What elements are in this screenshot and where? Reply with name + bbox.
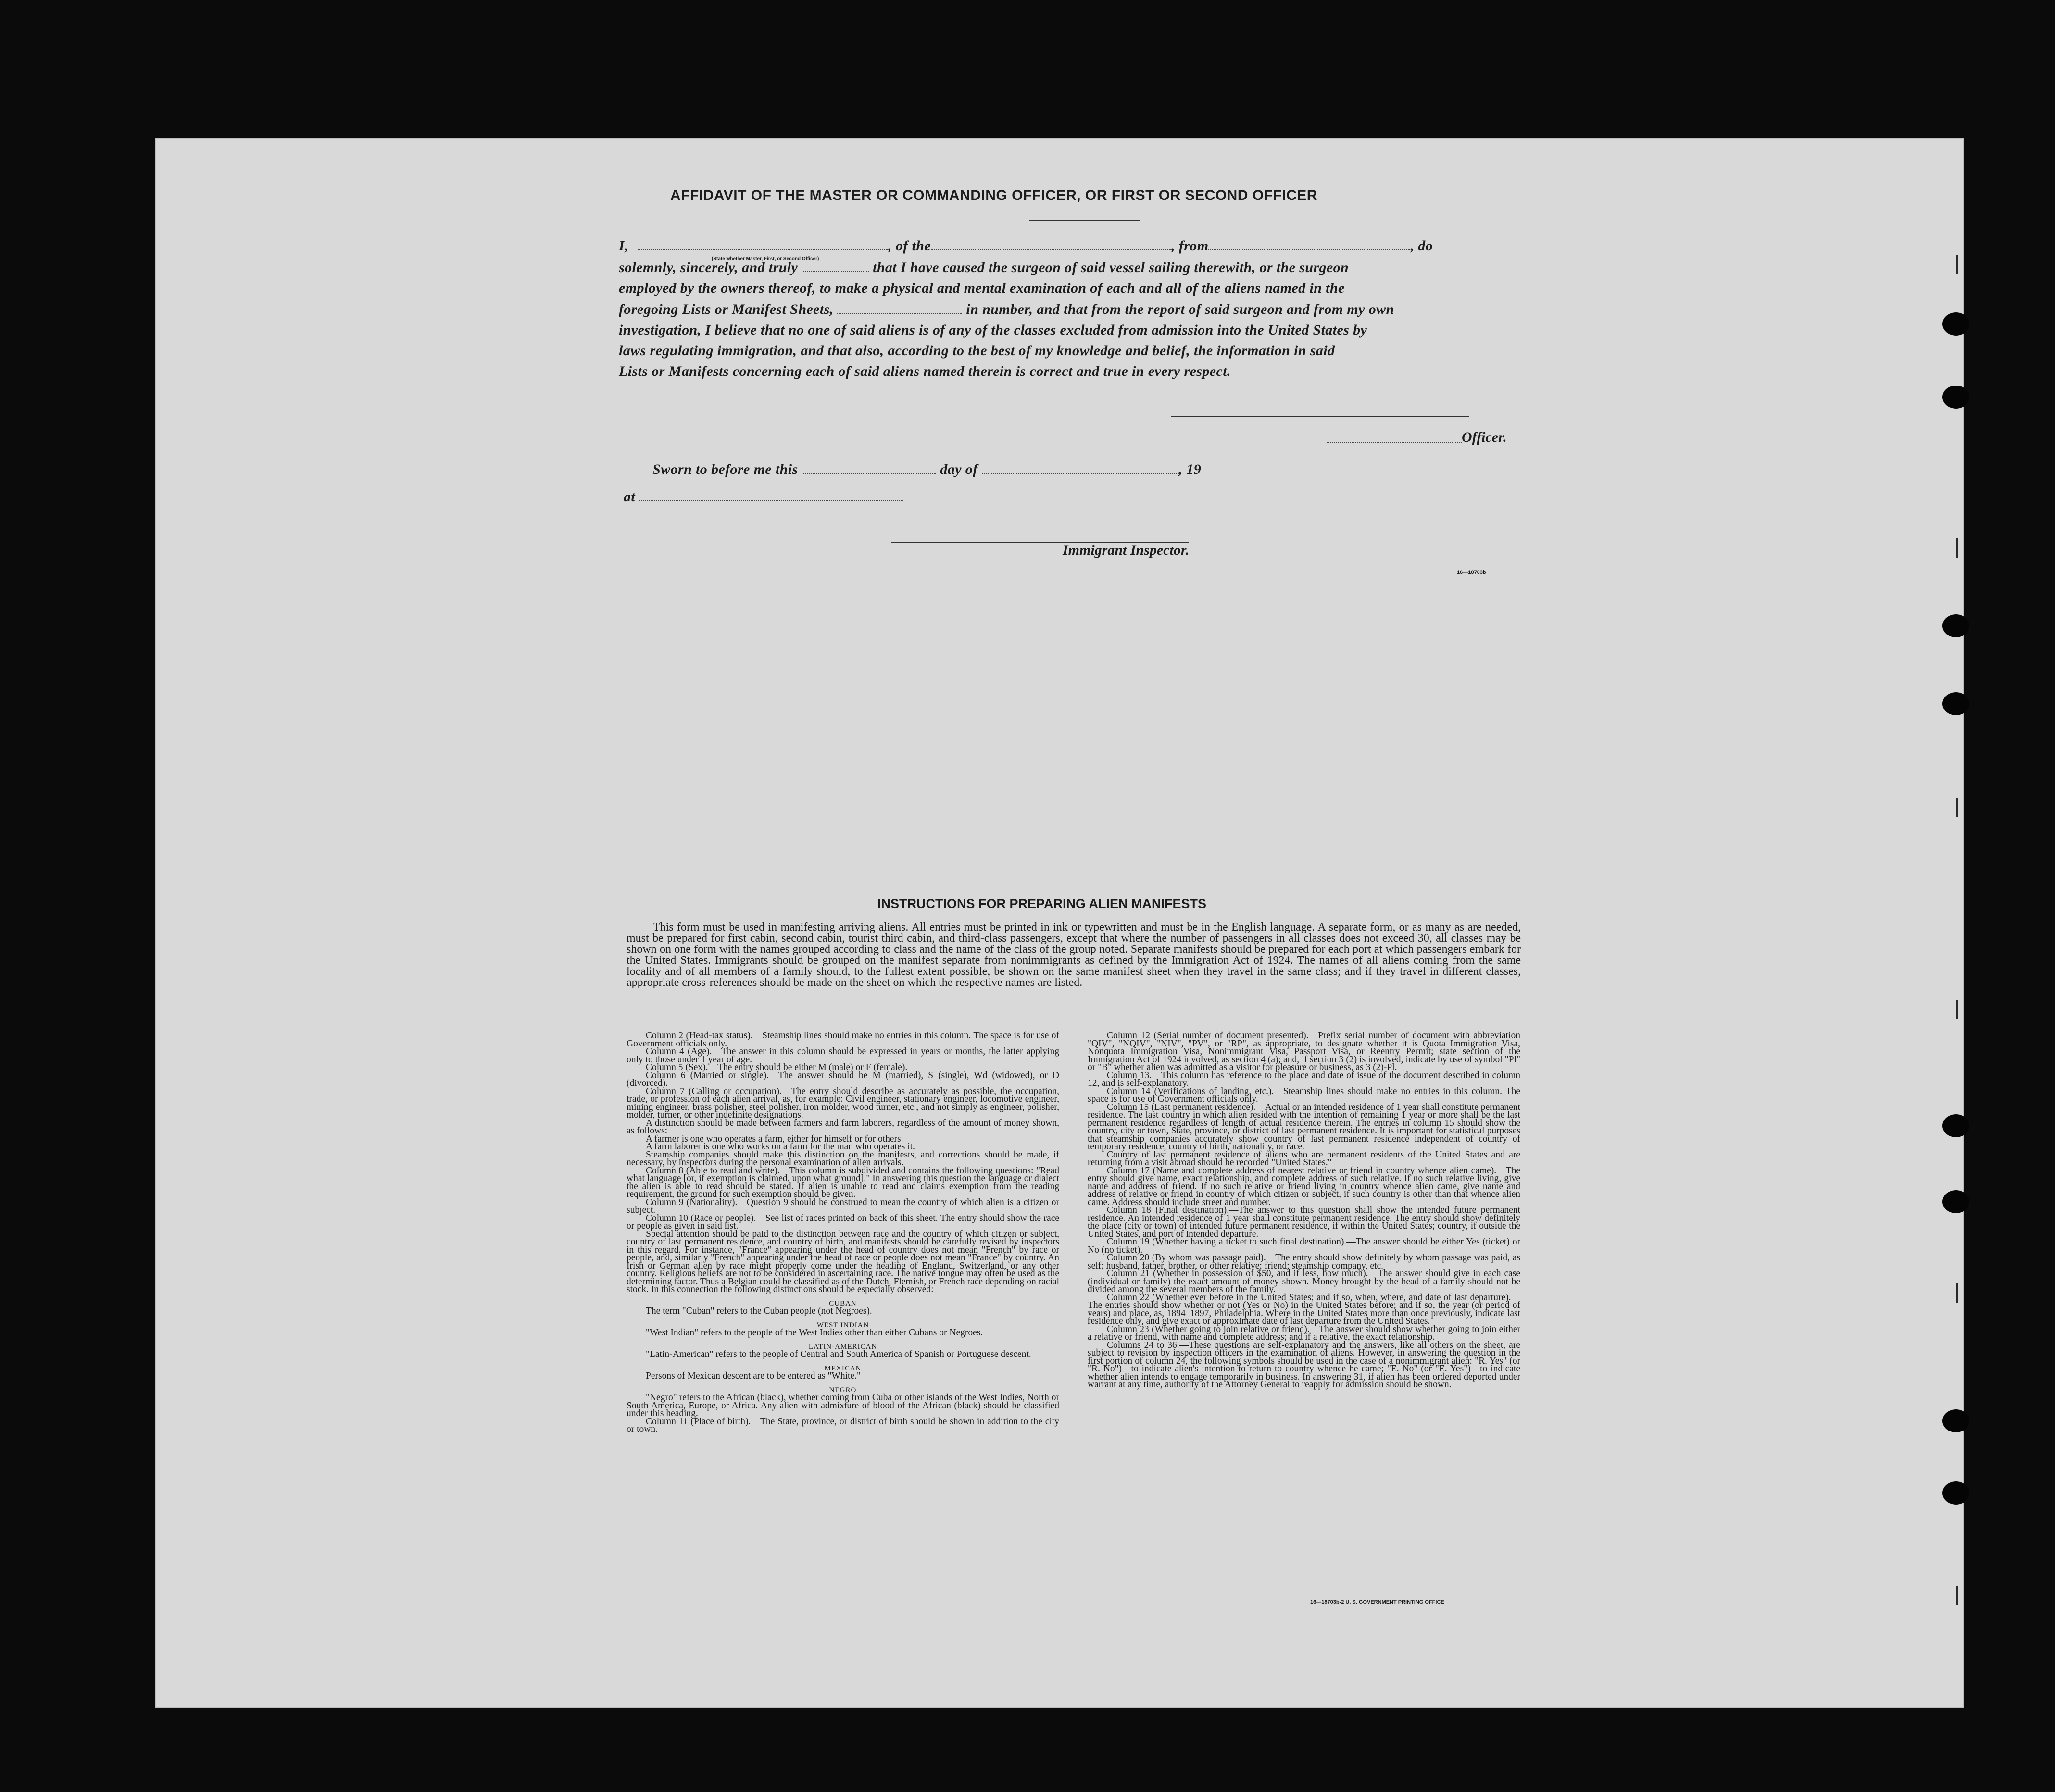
margin-mark — [1956, 1000, 1958, 1019]
instruction-paragraph: Column 14 (Verifications of landing, etc.).—Steamship lines should make no entries in this column. The space is for use of Government officials only. — [1088, 1086, 1520, 1104]
affidavit-i: I, — [619, 238, 628, 254]
instructions-right-column — [1088, 1032, 1520, 1389]
negro-text: "Negro" refers to the African (black), whether coming from Cuba or other islands of the West Indies, North or South America, Europe, or Africa. Any alien with admixture of blood of the African (black) should be classified under this heading. — [627, 1393, 1059, 1419]
affidavit-of-the: , of the — [888, 238, 931, 254]
instruction-paragraph: A farm laborer is one who works on a farm for the man who operates it. — [646, 1142, 915, 1152]
instruction-paragraph: Column 23 (Whether going to join relative or friend).—The answer should show whether going to join either a relative or friend, with name and complete address; and if a relative, the exact relationship. — [1088, 1324, 1520, 1342]
affidavit-foregoing: foregoing Lists or Manifest Sheets, — [619, 301, 834, 317]
affidavit-solemnly: solemnly, sincerely, and truly — [619, 260, 798, 275]
instruction-paragraph: Steamship companies should make this distinction on the manifests, and corrections should be made, if necessary, by inspectors during the personal examination of alien arrivals. — [627, 1149, 1059, 1168]
sworn-text: Sworn to before me this — [652, 461, 798, 477]
instruction-paragraph: Special attention should be paid to the distinction between race and the country of which citizen or subject, country of last permanent residence, and country of birth, and manifests should be carefully revised by inspectors in this regard. For instance, "France" appearing under the head of country does not mean "French" by race or people, and, similarly "French" appearing under the head of race or people does not mean "France" by country. An Irish or German alien by race might properly come under the heading of England, Switzerland, or any other country. Religious beliefs are not to be considered in ascertaining race. The native tongue may often be used as the determining factor. Thus a Belgian could be classified as of the Dutch, Flemish, or French race depending on racial stock. In this connection the following distinctions should be especially observed: — [627, 1229, 1059, 1294]
instruction-paragraph: Column 21 (Whether in possession of $50, and if less, how much).—The answer should give in each case (individual or family) the exact amount of money shown. Money brought by the head of a family should not be divided among the several members of the family. — [1088, 1269, 1520, 1294]
officer-label: Officer. — [1462, 429, 1507, 445]
affidavit-line-7: Lists or Manifests concerning each of said aliens named therein is correct and true in every respect. — [619, 363, 1231, 379]
inspector-label: Immigrant Inspector. — [1063, 542, 1190, 558]
west-indian-text: "West Indian" refers to the people of the West Indies other than either Cubans or Negroes. — [646, 1328, 983, 1338]
affidavit-line-2 — [619, 260, 1518, 276]
instruction-paragraph: Column 17 (Name and complete address of nearest relative or friend in country whence alien came).—The entry should give name, exact relationship, and complete address of such relative. If no such relative living, give name and address of friend. If no such relative or friend living in country whence alien came, give name and address of relative or friend in country of which citizen or subject, if such country is other than that whence alien came. Address should include street and number. — [1088, 1165, 1520, 1207]
negro-heading: NEGRO — [829, 1386, 857, 1394]
instruction-paragraph: A farmer is one who operates a farm, either for himself or for others. — [646, 1133, 903, 1144]
latin-american-text: "Latin-American" refers to the people of Central and South America of Spanish or Portuguese descent. — [646, 1349, 1031, 1359]
margin-mark — [1956, 1586, 1958, 1605]
instruction-paragraph: Column 20 (By whom was passage paid).—The entry should show definitely by whom passage was paid, as self; husband, father, brother, or other relative; friend; steamship company, etc. — [1088, 1253, 1520, 1271]
sworn-day-text: day of — [940, 461, 978, 477]
affidavit-line-3: employed by the owners thereof, to make a physical and mental examination of each and all of the aliens named in the — [619, 280, 1345, 296]
sworn-month-field[interactable] — [982, 462, 1179, 474]
punch-hole — [1942, 614, 1969, 637]
affidavit-line-4 — [619, 301, 1518, 318]
signature-line[interactable] — [1171, 416, 1469, 417]
officer-rank-line[interactable] — [1327, 442, 1462, 443]
at-line — [624, 489, 1523, 505]
column-11-text: Column 11 (Place of birth).—The State, province, or district of birth should be shown in addition to the city or town. — [627, 1416, 1059, 1434]
instruction-paragraph: Column 22 (Whether ever before in the United States; and if so, when, where, and date of last departure).—The entries should show whether or not (Yes or No) in the United States before; and if so, the year (or period of years) and place, as, 1894–1897, Philadelphia. Where in the United States more than once previously, indicate last residence only, and give exact or approximate date of last departure from the United States. — [1088, 1292, 1520, 1326]
mexican-text: Persons of Mexican descent are to be entered as "White." — [646, 1371, 861, 1381]
binding-edge — [1942, 231, 2019, 1625]
margin-mark — [1956, 798, 1958, 817]
manifest-count-field[interactable] — [837, 302, 962, 314]
margin-mark — [1956, 1283, 1958, 1303]
instruction-paragraph: A distinction should be made between farmers and farm laborers, regardless of the amount of money shown, as follows: — [627, 1118, 1059, 1136]
instruction-paragraph: Column 5 (Sex).—The entry should be either M (male) or F (female). — [646, 1062, 908, 1072]
officer-name-field[interactable] — [638, 239, 888, 250]
instruction-paragraph: Column 18 (Final destination).—The answer to this question shall show the intended future permanent residence. An intended residence of 1 year shall constitute permanent residence. The entry should show definitely the place (city or town) of intended future permanent residence, if within the United States; country, if outside the United States, and port of intended departure. — [1088, 1205, 1520, 1239]
punch-hole — [1942, 1481, 1969, 1505]
port-from-field[interactable] — [1208, 239, 1410, 250]
instruction-paragraph: Column 12 (Serial number of document presented).—Prefix serial number of document with abbreviation "QIV", "NQIV", "NIV", "PV", or "RP", as appropriate, to designate whether it is Quota Immigration Visa, Nonquota Immigration Visa, Nonimmigrant Visa, Passport Visa, or Reentry Permit; state section of the Immigration Act of 1924 involved, as section 4 (a); and, if section 3 (2) is involved, indicate by use of symbol "Pl" or "B" whether alien was admitted as a visitor for pleasure or business, as 3 (2)-Pl. — [1088, 1031, 1520, 1072]
title-underline — [1029, 220, 1140, 221]
instruction-paragraph: Country of last permanent residence of aliens who are permanent residents of the United States and are returning from a visit abroad should be recorded "United States." — [1088, 1149, 1520, 1168]
officer-rank-note: (State whether Master, First, or Second Officer) — [712, 256, 819, 261]
punch-hole — [1942, 312, 1969, 336]
sworn-line — [652, 461, 1552, 478]
latin-american-heading: LATIN-AMERICAN — [808, 1343, 877, 1351]
instruction-paragraph: Column 13.—This column has reference to the place and date of issue of the document described in column 12, and is self-explanatory. — [1088, 1070, 1520, 1088]
affidavit-in-number: in number, and that from the report of said surgeon and from my own — [966, 301, 1394, 317]
punch-hole — [1942, 692, 1969, 715]
punch-hole — [1942, 1409, 1969, 1432]
instruction-paragraph: Columns 24 to 36.—These questions are self-explanatory and the answers, like all others on the sheet, are subject to revision by inspection officers in the examination of aliens. However, in answering the question in the first portion of column 24, the following symbols should be used in the case of a nonimmigrant alien: "R. Yes" (or "R. No")—to indicate alien's intention to return to country whence he came; "E. No" (or "E. Yes")—to indicate whether alien intends to engage temporarily in business. In answering 31, if alien has been ordered deported under warrant at any time, authority of the Attorney General to reapply for admission should be shown. — [1088, 1340, 1520, 1390]
form-number: 16—18703b — [1457, 570, 1486, 575]
affidavit-line-6: laws regulating immigration, and that also, according to the best of my knowledge and belief, the information in said — [619, 343, 1335, 359]
printing-office-footer: 16—18703b-2 U. S. GOVERNMENT PRINTING OFFICE — [1310, 1599, 1444, 1605]
affidavit-line-1 — [619, 238, 1518, 254]
affidavit-do: , do — [1410, 238, 1433, 254]
instruction-paragraph: Column 9 (Nationality).—Question 9 should be construed to mean the country of which alien is a citizen or subject. — [627, 1197, 1059, 1215]
instruction-paragraph: Column 6 (Married or single).—The answer should be M (married), S (single), Wd (widowed), or D (divorced). — [627, 1070, 1059, 1088]
instruction-paragraph: Column 2 (Head-tax status).—Steamship lines should make no entries in this column. The space is for use of Government officials only. — [627, 1031, 1059, 1049]
instruction-paragraph: Column 10 (Race or people).—See list of races printed on back of this sheet. The entry should show the race or people as given in said list. — [627, 1213, 1059, 1231]
affidavit-title: AFFIDAVIT OF THE MASTER OR COMMANDING OFFICER, OR FIRST OR SECOND OFFICER — [670, 187, 1317, 203]
margin-mark — [1956, 255, 1958, 274]
punch-hole — [1942, 386, 1969, 409]
affidavit-surgeon-text: that I have caused the surgeon of said vessel sailing therewith, or the surgeon — [873, 260, 1349, 275]
mexican-heading: MEXICAN — [824, 1364, 862, 1372]
instruction-paragraph: Column 4 (Age).—The answer in this column should be expressed in years or months, the latter applying only to those under 1 year of age. — [627, 1046, 1059, 1065]
instructions-left-column — [627, 1032, 1059, 1434]
affidavit-from: , from — [1171, 238, 1209, 254]
instruction-paragraph: Column 7 (Calling or occupation).—The entry should describe as accurately as possible, the occupation, trade, or profession of each alien arrival, as, for example: Civil engineer, stationary engineer, locomotive engineer, mining engineer, brass polisher, steel polisher, iron molder, wood turner, etc., and not simply as engineer, polisher, molder, turner, or other indefinite designations. — [627, 1086, 1059, 1120]
instructions-intro: This form must be used in manifesting arriving aliens. All entries must be printed in ink or typewritten and must be in the English language. A separate form, or as many as are needed, must be prepared for first cabin, second cabin, tourist third cabin, and third-class passengers, except that where the number of passengers in all classes does not exceed 30, all classes may be shown on one form with the names grouped according to class and the name of the class of the group noted. Separate manifests should be prepared for each port at which passengers embark for the United States. Immigrants should be grouped on the manifest separate from nonimmigrants as defined by the Immigration Act of 1924. The names of all aliens coming from the same locality and of all members of a family should, to the fullest extent possible, be shown on the same manifest sheet when they travel in the same class; and if they travel in different classes, appropriate cross-references should be made on the sheet on which the respective names are listed. — [627, 921, 1521, 989]
affidavit-line-5: investigation, I believe that no one of said aliens is of any of the classes excluded from admission into the United States by — [619, 322, 1367, 338]
vessel-name-field[interactable] — [931, 239, 1171, 250]
instruction-paragraph: Column 8 (Able to read and write).—This column is subdivided and contains the following questions: "Read what language [or, if exemption is claimed, upon what ground]." In answering this question the language or dialect the alien is able to read should be stated. If alien is unable to read and claims exemption from the reading requirement, the ground for such exemption should be given. — [627, 1165, 1059, 1199]
solemnly-field[interactable] — [802, 261, 869, 272]
at-place-field[interactable] — [639, 490, 903, 501]
west-indian-heading: WEST INDIAN — [816, 1321, 869, 1329]
instruction-paragraph: Column 15 (Last permanent residence).—Actual or an intended residence of 1 year shall constitute permanent residence. The last country in which alien resided with the intention of remaining 1 year or more shall be the last permanent residence regardless of length of actual residence therein. The entries in column 15 should show the country, city or town, State, province, or district of last permanent residence. It is important for statistical purposes that steamship companies accurately show country of last permanent residence independent of country of temporary residence, country of birth, nationality, or race. — [1088, 1102, 1520, 1152]
at-text: at — [624, 489, 636, 505]
sworn-year-text: , 19 — [1178, 461, 1202, 477]
instructions-title: INSTRUCTIONS FOR PREPARING ALIEN MANIFESTS — [877, 896, 1207, 911]
instruction-paragraph: Column 19 (Whether having a ticket to such final destination).—The answer should be either Yes (ticket) or No (no ticket). — [1088, 1237, 1520, 1255]
margin-mark — [1956, 538, 1958, 558]
punch-hole — [1942, 1114, 1969, 1137]
punch-hole — [1942, 1190, 1969, 1213]
sworn-date-field[interactable] — [802, 462, 936, 474]
cuban-text: The term "Cuban" refers to the Cuban people (not Negroes). — [646, 1306, 872, 1316]
cuban-heading: CUBAN — [829, 1299, 857, 1307]
